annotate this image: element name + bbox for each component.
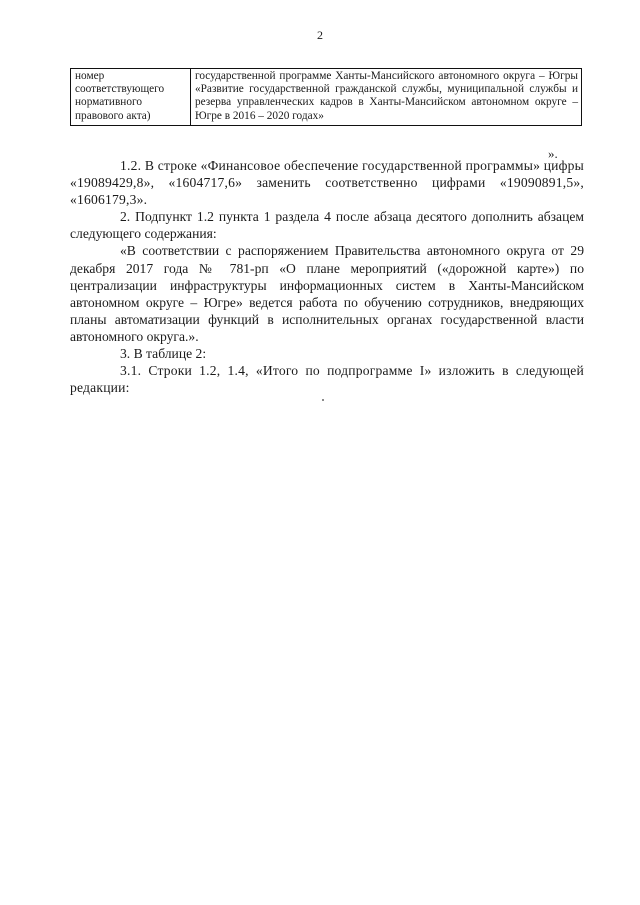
paragraph-2-quote: «В соответствии с распоряжением Правительства автономного округа от 29 декабря 2017 года № 781-рп «О плане мероприятий («дорожной карте») по централизации инфраструктуры информационных систем в Ханты-Мансийском автономном округе – Югре» ведется работа по обучению сотрудников, внедряющих планы автоматизации функций в исполнительных органах государственной власти автономного округа.». (70, 243, 584, 344)
document-body (70, 157, 584, 396)
table-row (71, 69, 582, 126)
scan-speck (322, 399, 324, 401)
paragraph-1-2: 1.2. В строке «Финансовое обеспечение государственной программы» цифры «19089429,8», «1604717,6» заменить соответственно цифрами «19090891,5», «1606179,3». (70, 158, 584, 208)
closing-quote: ». (548, 146, 558, 161)
table-cell-left: номер соответствующего нормативного правового акта) (71, 69, 191, 126)
paragraph-2: 2. Подпункт 1.2 пункта 1 раздела 4 после абзаца десятого дополнить абзацем следующего содержания: (70, 209, 584, 242)
paragraph-3: 3. В таблице 2: (120, 346, 207, 362)
table-cell-right: государственной программе Ханты-Мансийского автономного округа – Югры «Развитие государственной гражданской службы, муниципальной службы и резерва управленческих кадров в Ханты-Мансийском автономном округе – Югре в 2016 – 2020 годах» (191, 69, 582, 126)
page-number: 2 (317, 28, 323, 42)
reference-table (70, 68, 582, 126)
paragraph-3-1: 3.1. Строки 1.2, 1.4, «Итого по подпрограмме I» изложить в следующей редакции: (70, 363, 584, 396)
